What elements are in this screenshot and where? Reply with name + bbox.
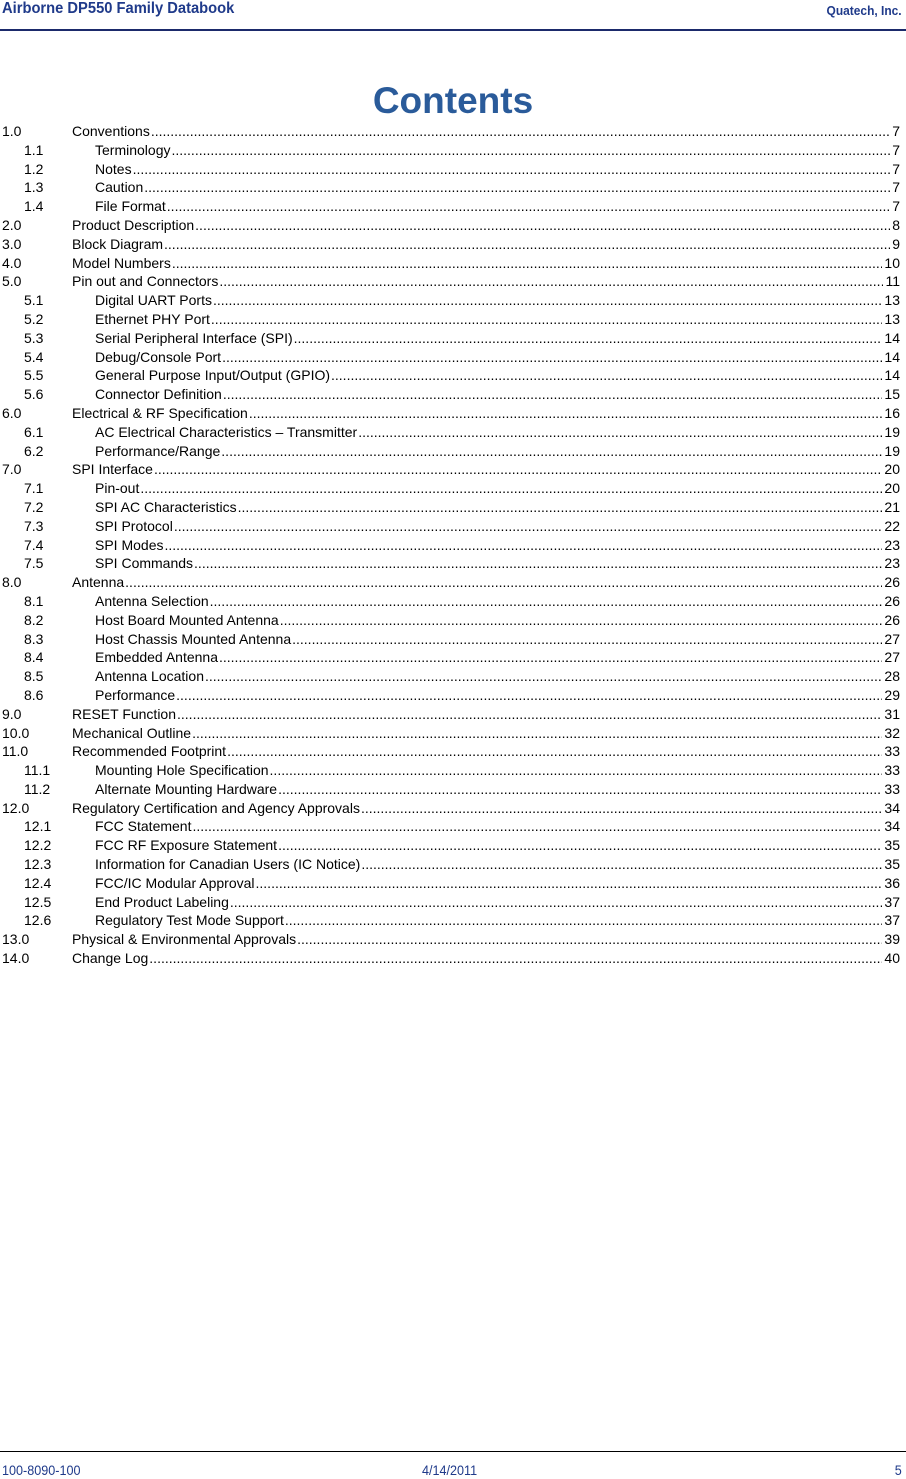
toc-dot-leader [192, 724, 882, 743]
toc-dot-leader [149, 949, 882, 968]
toc-entry[interactable] [0, 761, 904, 780]
toc-entry-number: 14.0 [2, 950, 30, 967]
toc-entry-body [95, 648, 900, 667]
toc-entry-body [95, 348, 900, 367]
toc-entry-body [95, 817, 900, 836]
toc-entry-page: 20 [884, 461, 900, 478]
toc-entry-number: 8.2 [24, 611, 44, 628]
toc-entry[interactable] [0, 592, 904, 611]
toc-entry-number: 1.1 [24, 141, 44, 158]
toc-entry-number: 12.5 [24, 893, 52, 910]
toc-entry-body [95, 667, 900, 686]
toc-entry-page: 15 [884, 386, 900, 403]
toc-dot-leader [221, 442, 882, 461]
toc-entry-body [95, 385, 900, 404]
toc-dot-leader [219, 648, 882, 667]
toc-entry[interactable] [0, 216, 904, 235]
toc-dot-leader [227, 742, 882, 761]
toc-entry-body [72, 254, 900, 273]
toc-entry-label[interactable]: Model Numbers [72, 254, 171, 271]
toc-entry-page: 36 [884, 874, 900, 891]
toc-entry-page: 35 [884, 837, 900, 854]
toc-entry-page: 7 [892, 179, 900, 196]
toc-entry-number: 5.0 [2, 273, 22, 290]
toc-dot-leader [140, 479, 882, 498]
toc-entry-label[interactable]: Antenna Location [95, 668, 204, 685]
toc-dot-leader [230, 893, 883, 912]
toc-entry-page: 16 [884, 404, 900, 421]
toc-entry-body [72, 742, 900, 761]
toc-dot-leader [164, 536, 882, 555]
toc-entry-number: 11.0 [2, 743, 29, 760]
toc-entry[interactable] [0, 329, 904, 348]
toc-entry-label[interactable]: SPI Modes [95, 536, 164, 553]
toc-dot-leader [125, 573, 882, 592]
toc-entry-page: 11 [885, 273, 900, 290]
toc-entry-body [95, 836, 900, 855]
toc-entry-page: 39 [884, 931, 900, 948]
toc-entry-body [72, 404, 900, 423]
footer-doc-number: 100-8090-100 [2, 1462, 81, 1478]
toc-entry-number: 1.0 [2, 123, 22, 139]
toc-entry-label[interactable]: Pin-out [95, 480, 140, 497]
toc-entry[interactable] [0, 705, 904, 724]
toc-entry-number: 8.0 [2, 574, 22, 591]
toc-entry-body [95, 855, 900, 874]
toc-entry-page: 26 [884, 574, 900, 591]
toc-entry-page: 10 [884, 254, 900, 271]
toc-entry-label[interactable]: Terminology [95, 141, 171, 158]
toc-entry-page: 7 [892, 160, 900, 177]
toc-entry-page: 33 [884, 780, 900, 797]
footer-divider [0, 1451, 906, 1452]
toc-entry-label[interactable]: Ethernet PHY Port [95, 310, 210, 327]
toc-entry[interactable] [0, 630, 904, 649]
toc-entry-label[interactable]: Block Diagram [72, 235, 164, 252]
table-of-contents [0, 122, 904, 968]
toc-entry[interactable] [0, 536, 904, 555]
toc-entry-page: 34 [884, 818, 900, 835]
toc-entry-label[interactable]: SPI Interface [72, 461, 153, 478]
toc-entry[interactable] [0, 930, 904, 949]
toc-entry-body [95, 291, 900, 310]
toc-entry-page: 28 [884, 668, 900, 685]
toc-entry[interactable] [0, 122, 904, 141]
toc-entry-label[interactable]: FCC RF Exposure Statement [95, 837, 278, 854]
toc-entry-body [95, 366, 900, 385]
toc-dot-leader [154, 460, 882, 479]
toc-entry-page: 37 [884, 912, 900, 929]
toc-entry-label[interactable]: Serial Peripheral Interface (SPI) [95, 329, 293, 346]
toc-entry-page: 19 [884, 442, 900, 459]
toc-entry-number: 8.4 [24, 649, 44, 666]
toc-entry-number: 10.0 [2, 724, 30, 741]
toc-entry[interactable] [0, 874, 904, 893]
toc-entry-page: 13 [884, 292, 900, 309]
toc-entry-label[interactable]: Host Chassis Mounted Antenna [95, 630, 292, 647]
toc-dot-leader [171, 141, 890, 160]
toc-dot-leader [192, 817, 882, 836]
toc-entry[interactable] [0, 742, 904, 761]
toc-dot-leader [151, 122, 890, 141]
toc-entry-page: 40 [884, 950, 900, 967]
toc-dot-leader [211, 310, 883, 329]
toc-dot-leader [222, 348, 882, 367]
toc-entry-number: 1.3 [24, 179, 44, 196]
toc-entry-label[interactable]: SPI Protocol [95, 517, 173, 534]
toc-entry-number: 1.4 [24, 198, 44, 215]
toc-entry-number: 7.5 [24, 555, 44, 572]
toc-dot-leader [270, 761, 883, 780]
toc-entry-label[interactable]: SPI Commands [95, 555, 194, 572]
toc-dot-leader [331, 366, 882, 385]
toc-entry-number: 3.0 [2, 235, 22, 252]
toc-entry-page: 31 [884, 705, 900, 722]
toc-entry[interactable] [0, 573, 904, 592]
toc-entry-page: 9 [892, 235, 900, 252]
toc-entry-page: 34 [884, 799, 900, 816]
toc-entry-page: 7 [892, 198, 900, 215]
toc-entry[interactable] [0, 686, 904, 705]
toc-entry-page: 26 [884, 611, 900, 628]
toc-entry-label[interactable]: Caution [95, 179, 144, 196]
toc-entry-body [72, 216, 900, 235]
toc-entry-number: 6.2 [24, 442, 44, 459]
toc-entry-page: 14 [884, 367, 900, 384]
toc-entry-number: 12.3 [24, 856, 52, 873]
toc-entry-number: 5.4 [24, 348, 44, 365]
toc-entry[interactable] [0, 517, 904, 536]
toc-entry-label[interactable]: AC Electrical Characteristics – Transmitter [95, 423, 358, 440]
toc-dot-leader [280, 611, 883, 630]
toc-entry-body [72, 235, 900, 254]
toc-entry-page: 33 [884, 743, 900, 760]
toc-entry-number: 5.5 [24, 367, 44, 384]
toc-entry-body [72, 122, 900, 141]
toc-entry-number: 13.0 [2, 931, 30, 948]
toc-entry-page: 23 [884, 536, 900, 553]
page-header [0, 0, 906, 31]
toc-entry-page: 14 [884, 348, 900, 365]
toc-entry-body [95, 197, 900, 216]
toc-entry-label[interactable]: Conventions [72, 123, 150, 139]
toc-entry[interactable] [0, 611, 904, 630]
toc-entry-body [95, 592, 900, 611]
toc-entry[interactable] [0, 141, 904, 160]
toc-entry[interactable] [0, 724, 904, 743]
toc-dot-leader [256, 874, 883, 893]
page-title: Contents [372, 80, 534, 121]
toc-dot-leader [167, 197, 890, 216]
toc-entry-page: 33 [884, 762, 900, 779]
toc-dot-leader [297, 930, 882, 949]
toc-dot-leader [361, 799, 882, 818]
toc-entry-label[interactable]: SPI AC Characteristics [95, 498, 237, 515]
toc-entry-number: 8.5 [24, 668, 44, 685]
toc-entry-body [95, 686, 900, 705]
toc-entry[interactable] [0, 780, 904, 799]
toc-entry[interactable] [0, 817, 904, 836]
toc-entry-body [95, 178, 900, 197]
toc-dot-leader [195, 216, 890, 235]
toc-entry-body [95, 536, 900, 555]
toc-entry-page: 27 [884, 649, 900, 666]
toc-entry-number: 1.2 [24, 160, 44, 177]
toc-entry-number: 12.2 [24, 837, 52, 854]
toc-entry-label[interactable]: Regulatory Test Mode Support [95, 912, 284, 929]
toc-entry-body [95, 479, 900, 498]
toc-entry[interactable] [0, 554, 904, 573]
toc-dot-leader [278, 836, 882, 855]
toc-entry-label[interactable]: Recommended Footprint [72, 743, 227, 760]
toc-entry-label[interactable]: Embedded Antenna [95, 649, 218, 666]
toc-entry-number: 9.0 [2, 705, 22, 722]
toc-entry-number: 2.0 [2, 216, 22, 233]
toc-entry-body [72, 799, 900, 818]
toc-entry-body [72, 949, 900, 968]
toc-entry-label[interactable]: Connector Definition [95, 386, 222, 403]
toc-entry[interactable] [0, 366, 904, 385]
toc-entry-number: 11.1 [24, 762, 51, 779]
toc-entry[interactable] [0, 836, 904, 855]
toc-entry[interactable] [0, 460, 904, 479]
toc-entry-page: 13 [884, 310, 900, 327]
toc-dot-leader [285, 911, 883, 930]
toc-entry-number: 6.1 [24, 423, 44, 440]
toc-entry-label[interactable]: Performance/Range [95, 442, 221, 459]
toc-dot-leader [213, 291, 882, 310]
toc-entry-number: 7.0 [2, 461, 22, 478]
toc-entry-body [95, 423, 900, 442]
toc-entry-number: 8.6 [24, 686, 44, 703]
toc-entry-number: 4.0 [2, 254, 22, 271]
toc-entry[interactable] [0, 949, 904, 968]
toc-dot-leader [361, 855, 882, 874]
toc-entry-body [95, 442, 900, 461]
toc-entry-label[interactable]: General Purpose Input/Output (GPIO) [95, 367, 331, 384]
toc-entry-number: 11.2 [24, 780, 51, 797]
toc-entry[interactable] [0, 855, 904, 874]
toc-entry-label[interactable]: Host Board Mounted Antenna [95, 611, 279, 628]
toc-entry-label[interactable]: Notes [95, 160, 132, 177]
toc-entry-label[interactable]: Digital UART Ports [95, 292, 212, 309]
toc-entry-page: 26 [884, 592, 900, 609]
toc-dot-leader [219, 272, 883, 291]
toc-entry[interactable] [0, 291, 904, 310]
toc-entry-number: 12.1 [24, 818, 52, 835]
toc-entry-page: 14 [884, 329, 900, 346]
toc-entry-body [95, 780, 900, 799]
toc-entry[interactable] [0, 348, 904, 367]
toc-entry-label[interactable]: FCC/IC Modular Approval [95, 874, 255, 891]
toc-entry-body [95, 498, 900, 517]
toc-entry-number: 7.2 [24, 498, 44, 515]
toc-entry[interactable] [0, 648, 904, 667]
toc-entry-body [95, 611, 900, 630]
toc-entry-body [95, 911, 900, 930]
footer-date: 4/14/2011 [422, 1462, 478, 1478]
toc-entry[interactable] [0, 254, 904, 273]
toc-entry-page: 23 [884, 555, 900, 572]
toc-entry-label[interactable]: Alternate Mounting Hardware [95, 780, 278, 797]
toc-entry-page: 19 [884, 423, 900, 440]
toc-entry-body [72, 573, 900, 592]
toc-entry-label[interactable]: Mechanical Outline [72, 724, 192, 741]
toc-entry[interactable] [0, 799, 904, 818]
toc-entry-label[interactable]: Mounting Hole Specification [95, 762, 269, 779]
toc-dot-leader [238, 498, 883, 517]
toc-dot-leader [210, 592, 883, 611]
toc-entry-page: 37 [884, 893, 900, 910]
toc-entry[interactable] [0, 423, 904, 442]
toc-entry-label[interactable]: RESET Function [72, 705, 177, 722]
toc-entry[interactable] [0, 160, 904, 179]
toc-entry-page: 22 [884, 517, 900, 534]
toc-entry-number: 8.3 [24, 630, 44, 647]
toc-entry-page: 35 [884, 856, 900, 873]
toc-entry-number: 8.1 [24, 592, 44, 609]
toc-entry-body [95, 761, 900, 780]
toc-entry[interactable] [0, 310, 904, 329]
document-title: Airborne DP550 Family Databook [2, 0, 235, 17]
toc-entry-label[interactable]: Physical & Environmental Approvals [72, 931, 297, 948]
toc-entry-page: 29 [884, 686, 900, 703]
toc-entry[interactable] [0, 479, 904, 498]
toc-entry-number: 5.3 [24, 329, 44, 346]
toc-entry-body [72, 272, 900, 291]
toc-dot-leader [292, 630, 882, 649]
toc-entry-number: 5.1 [24, 292, 44, 309]
toc-entry-body [95, 329, 900, 348]
toc-entry[interactable] [0, 272, 904, 291]
toc-entry-number: 7.1 [24, 480, 44, 497]
toc-entry[interactable] [0, 404, 904, 423]
toc-dot-leader [164, 235, 890, 254]
toc-entry-body [95, 517, 900, 536]
toc-entry-body [95, 554, 900, 573]
toc-entry-label[interactable]: Change Log [72, 950, 149, 967]
toc-entry-label[interactable]: Information for Canadian Users (IC Notice) [95, 856, 361, 873]
toc-dot-leader [294, 329, 883, 348]
toc-entry-body [95, 160, 900, 179]
toc-entry-page: 32 [884, 724, 900, 741]
toc-dot-leader [194, 554, 882, 573]
company-name: Quatech, Inc. [826, 3, 902, 18]
toc-entry-label[interactable]: File Format [95, 198, 166, 215]
toc-entry-label[interactable]: FCC Statement [95, 818, 192, 835]
toc-entry[interactable] [0, 178, 904, 197]
toc-entry[interactable] [0, 197, 904, 216]
toc-entry-body [95, 630, 900, 649]
toc-entry-number: 12.0 [2, 799, 30, 816]
toc-entry-body [72, 724, 900, 743]
toc-entry-number: 12.6 [24, 912, 52, 929]
toc-entry-label[interactable]: End Product Labeling [95, 893, 229, 910]
toc-entry-label[interactable]: Performance [95, 686, 176, 703]
toc-entry-label[interactable]: Regulatory Certification and Agency Approvals [72, 799, 360, 816]
toc-entry-body [95, 874, 900, 893]
toc-entry-body [72, 460, 900, 479]
toc-entry-body [95, 893, 900, 912]
toc-entry-body [72, 705, 900, 724]
toc-entry-page: 7 [892, 141, 900, 158]
toc-entry[interactable] [0, 667, 904, 686]
toc-dot-leader [177, 705, 882, 724]
toc-dot-leader [205, 667, 882, 686]
toc-dot-leader [174, 517, 883, 536]
toc-entry-label[interactable]: Electrical & RF Specification [72, 404, 248, 421]
toc-entry-number: 5.6 [24, 386, 44, 403]
toc-entry-number: 5.2 [24, 310, 44, 327]
toc-entry-number: 7.3 [24, 517, 44, 534]
toc-entry-page: 20 [884, 480, 900, 497]
toc-entry[interactable] [0, 385, 904, 404]
toc-dot-leader [278, 780, 882, 799]
toc-entry-number: 12.4 [24, 874, 52, 891]
toc-entry[interactable] [0, 498, 904, 517]
toc-entry-page: 8 [892, 216, 900, 233]
toc-entry[interactable] [0, 911, 904, 930]
toc-dot-leader [144, 178, 890, 197]
toc-dot-leader [249, 404, 883, 423]
toc-entry[interactable] [0, 893, 904, 912]
toc-entry-label[interactable]: Debug/Console Port [95, 348, 222, 365]
toc-entry-label[interactable]: Pin out and Connectors [72, 273, 219, 290]
toc-entry-label[interactable]: Antenna [72, 574, 125, 591]
toc-dot-leader [133, 160, 891, 179]
toc-entry-label[interactable]: Antenna Selection [95, 592, 209, 609]
toc-entry[interactable] [0, 235, 904, 254]
toc-dot-leader [172, 254, 883, 273]
toc-entry[interactable] [0, 442, 904, 461]
toc-entry-page: 7 [892, 123, 900, 139]
toc-entry-body [95, 310, 900, 329]
toc-entry-label[interactable]: Product Description [72, 216, 195, 233]
toc-entry-number: 7.4 [24, 536, 44, 553]
toc-dot-leader [176, 686, 882, 705]
toc-dot-leader [223, 385, 883, 404]
toc-dot-leader [358, 423, 882, 442]
toc-entry-page: 21 [884, 498, 900, 515]
toc-entry-page: 27 [884, 630, 900, 647]
toc-entry-number: 6.0 [2, 404, 22, 421]
toc-entry-body [72, 930, 900, 949]
toc-entry-body [95, 141, 900, 160]
footer-page-number: 5 [894, 1462, 902, 1478]
